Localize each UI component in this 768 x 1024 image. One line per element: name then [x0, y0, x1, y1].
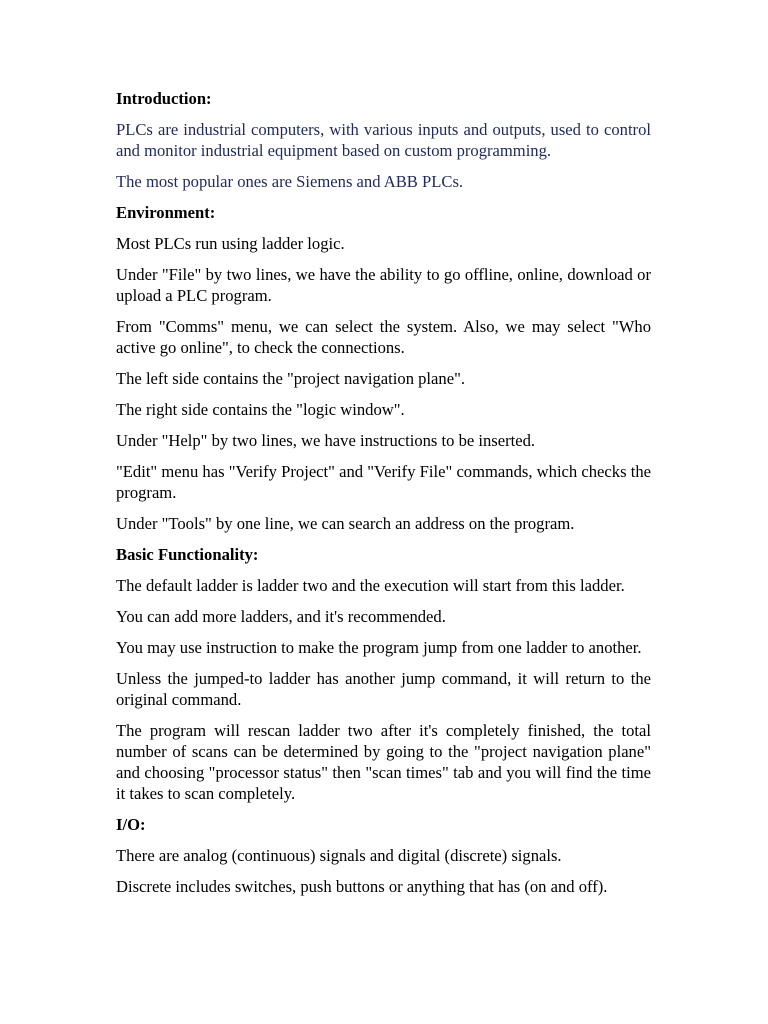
paragraph-env-file-menu: Under "File" by two lines, we have the ability to go offline, online, download or upload a PLC program.: [116, 265, 651, 305]
paragraph-env-ladder-logic: Most PLCs run using ladder logic.: [116, 234, 345, 253]
paragraph-intro-popular: The most popular ones are Siemens and ABB PLCs.: [116, 172, 464, 191]
paragraph-env-tools-menu: Under "Tools" by one line, we can search an address on the program.: [116, 514, 575, 533]
paragraph-env-edit-menu: "Edit" menu has "Verify Project" and "Verify File" commands, which checks the program.: [116, 462, 651, 502]
section-heading-basic-functionality: Basic Functionality:: [116, 545, 259, 564]
paragraph-io-signal-types: There are analog (continuous) signals and digital (discrete) signals.: [116, 846, 562, 865]
paragraph-env-right-side: The right side contains the "logic window".: [116, 400, 405, 419]
section-heading-environment: Environment:: [116, 203, 216, 222]
paragraph-basic-rescan: The program will rescan ladder two after it's completely finished, the total number of scans can be determined by going to the "project navigation plane" and choosing "processor status" then "scan times" tab and you will find the time it takes to scan completely.: [116, 721, 651, 803]
paragraph-io-discrete: Discrete includes switches, push buttons or anything that has (on and off).: [116, 877, 608, 896]
paragraph-env-help-menu: Under "Help" by two lines, we have instructions to be inserted.: [116, 431, 536, 450]
paragraph-basic-add-ladders: You can add more ladders, and it's recommended.: [116, 607, 446, 626]
paragraph-basic-jump-instruction: You may use instruction to make the program jump from one ladder to another.: [116, 638, 642, 657]
paragraph-env-comms-menu: From "Comms" menu, we can select the system. Also, we may select "Who active go online", to check the connections.: [116, 317, 651, 357]
paragraph-env-left-side: The left side contains the "project navigation plane".: [116, 369, 465, 388]
paragraph-basic-return: Unless the jumped-to ladder has another jump command, it will return to the original command.: [116, 669, 651, 709]
paragraph-basic-default-ladder: The default ladder is ladder two and the execution will start from this ladder.: [116, 576, 625, 595]
section-heading-io: I/O:: [116, 815, 146, 834]
section-heading-introduction: Introduction:: [116, 89, 212, 108]
paragraph-intro-definition: PLCs are industrial computers, with various inputs and outputs, used to control and monitor industrial equipment based on custom programming.: [116, 120, 651, 160]
